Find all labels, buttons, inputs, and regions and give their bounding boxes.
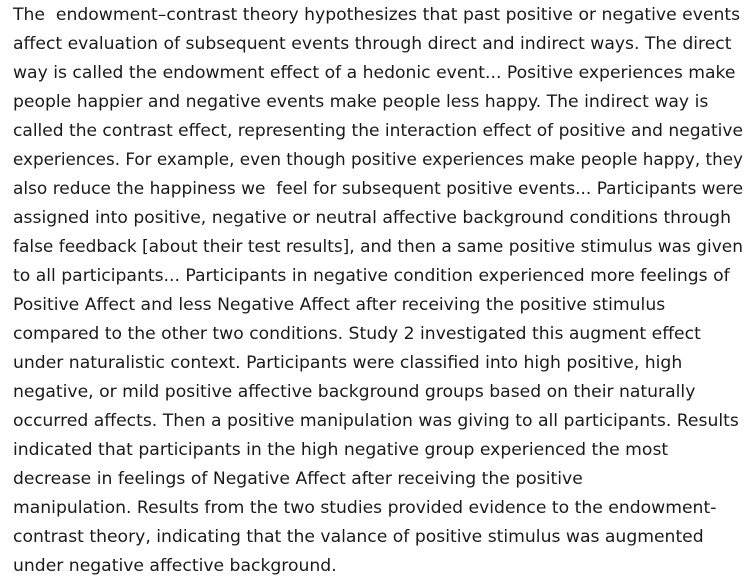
paragraph-line-13: under naturalistic context. Participants were classified into high positive, high xyxy=(13,353,683,373)
paragraph-line-4: people happier and negative events make people less happy. The indirect way is xyxy=(13,92,709,112)
paragraph-line-3: way is called the endowment effect of a hedonic event... Positive experiences make xyxy=(13,63,736,83)
paragraph-line-18: manipulation. Results from the two studies provided evidence to the endowment- xyxy=(13,498,717,518)
paragraph-line-8: assigned into positive, negative or neutral affective background conditions through xyxy=(13,208,731,228)
paragraph-line-19: contrast theory, indicating that the valance of positive stimulus was augmented xyxy=(13,527,704,547)
paragraph-line-11: Positive Affect and less Negative Affect after receiving the positive stimulus xyxy=(13,295,666,315)
paragraph-line-10: to all participants... Participants in negative condition experienced more feelings of xyxy=(13,266,730,286)
abstract-paragraph xyxy=(13,1,744,581)
paragraph-line-6: experiences. For example, even though positive experiences make people happy, they xyxy=(13,150,743,170)
paragraph-line-15: occurred affects. Then a positive manipulation was giving to all participants. Results xyxy=(13,411,739,431)
paragraph-line-5: called the contrast effect, representing the interaction effect of positive and negative xyxy=(13,121,743,141)
paragraph-line-17: decrease in feelings of Negative Affect after receiving the positive xyxy=(13,469,583,489)
paragraph-line-7: also reduce the happiness we feel for subsequent positive events... Participants were xyxy=(13,179,744,199)
paragraph-line-2: affect evaluation of subsequent events through direct and indirect ways. The direct xyxy=(13,34,732,54)
paragraph-line-1: The endowment–contrast theory hypothesizes that past positive or negative events xyxy=(13,5,741,25)
paragraph-line-14: negative, or mild positive affective background groups based on their naturally xyxy=(13,382,696,402)
paragraph-line-16: indicated that participants in the high negative group experienced the most xyxy=(13,440,669,460)
paragraph-line-12: compared to the other two conditions. Study 2 investigated this augment effect xyxy=(13,324,701,344)
paragraph-line-9: false feedback [about their test results], and then a same positive stimulus was given xyxy=(13,237,744,257)
paragraph-line-20: under negative affective background. xyxy=(13,556,337,576)
